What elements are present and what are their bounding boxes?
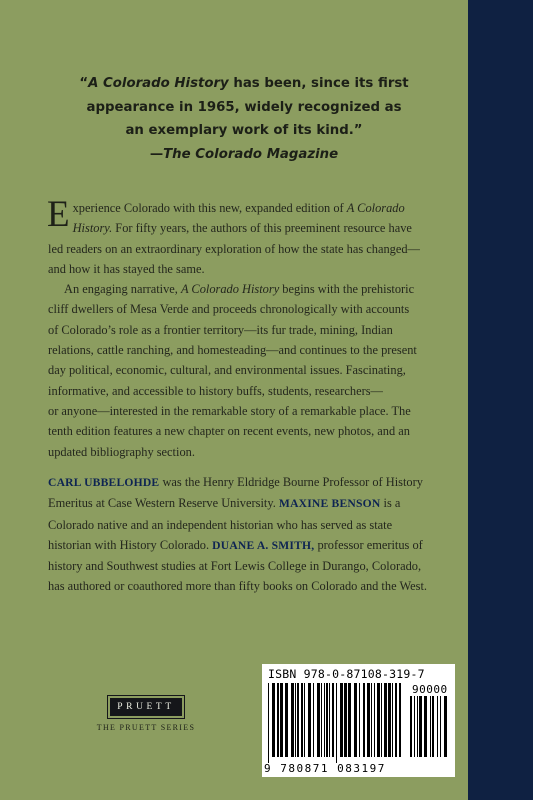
desc-line: History. For fifty years, the authors of this preeminent resource have (72, 221, 412, 236)
barcode-stripe (417, 696, 418, 757)
description-paragraph-1 (47, 194, 448, 279)
barcode-stripe (388, 683, 391, 757)
barcode-stripe (377, 683, 380, 757)
barcode-stripe (444, 696, 447, 757)
barcode-stripe (321, 683, 322, 757)
barcode-stripe (381, 683, 382, 757)
barcode-stripe (384, 683, 387, 757)
bio-line: Colorado native and an independent historian who has served as state (48, 517, 393, 532)
barcode-stripe (432, 696, 434, 757)
barcode-stripe (395, 683, 397, 757)
review-quote (48, 72, 440, 166)
desc-line: cliff dwellers of Mesa Verde and proceeds chronologically with accounts (48, 302, 410, 317)
bio-line: has authored or coauthored more than fifty books on Colorado and the West. (48, 579, 428, 594)
series-name: THE PRUETT SERIES (96, 723, 196, 732)
barcode-stripe (329, 683, 330, 757)
addon-barcode-bars (410, 696, 450, 763)
barcode-stripe (324, 683, 325, 757)
barcode-stripe (363, 683, 365, 757)
isbn-label: ISBN 978-0-87108-319-7 (268, 667, 425, 681)
author-name: DUANE A. SMITH, (212, 538, 315, 552)
desc-line: of Colorado’s role as a frontier territory—its fur trade, mining, Indian (48, 322, 393, 337)
barcode-stripe (344, 683, 347, 757)
barcode-stripe (277, 683, 279, 757)
isbn-barcode (262, 664, 455, 777)
barcode-stripe (336, 683, 337, 763)
barcode-stripe (419, 696, 422, 757)
desc-line: xperience Colorado with this new, expanded edition of A Colorado (72, 201, 405, 215)
desc-line: An engaging narrative, A Colorado History begins with the prehistoric (64, 282, 415, 297)
publisher-logo (96, 696, 196, 732)
bio-line: historian with History Colorado. DUANE A. SMITH, professor emeritus of (48, 537, 423, 552)
barcode-stripe (326, 683, 328, 757)
book-description (47, 194, 448, 462)
barcode-stripe (392, 683, 393, 757)
author-bios (48, 472, 468, 597)
desc-line: or anyone—interested in the remarkable story of a remarkable place. The (48, 403, 411, 418)
quote-attribution: —The Colorado Magazine (149, 146, 339, 162)
barcode-stripe (430, 696, 431, 757)
drop-cap: E (47, 194, 70, 235)
barcode-stripe (291, 683, 294, 757)
barcode-stripe (332, 683, 334, 757)
bio-line: history and Southwest studies at Fort Lewis College in Durango, Colorado, (48, 559, 422, 574)
barcode-stripe (367, 683, 370, 757)
barcode-stripe (313, 683, 314, 757)
quote-line-3: an exemplary work of its kind.” (125, 123, 363, 138)
barcode-stripe (354, 683, 357, 757)
desc-line: informative, and accessible to history buffs, students, researchers— (48, 383, 383, 398)
barcode-stripe (285, 683, 288, 757)
author-name: MAXINE BENSON (278, 497, 381, 511)
barcode-stripe (424, 696, 427, 757)
quote-line-1: “A Colorado History has been, since its first (79, 76, 409, 91)
barcode-stripe (280, 683, 283, 757)
bio-line: Emeritus at Case Western Reserve University. MAXINE BENSON is a (48, 496, 401, 511)
author-name: CARL UBBELOHDE (48, 476, 160, 489)
desc-line: day political, economic, cultural, and environmental issues. Fascinating, (48, 363, 406, 378)
spine-band (468, 0, 533, 800)
barcode-stripe (374, 683, 375, 757)
bio-line: CARL UBBELOHDE was the Henry Eldridge Bourne Professor of History (48, 475, 423, 489)
quote-line-2: appearance in 1965, widely recognized as (86, 99, 402, 115)
barcode-stripe (414, 696, 415, 757)
barcode-stripe (297, 683, 299, 757)
ean-number: 9 780871 083197 (264, 762, 386, 775)
barcode-stripe (437, 696, 438, 757)
barcode-stripe (304, 683, 305, 757)
barcode-stripe (268, 683, 269, 763)
barcode-stripe (371, 683, 372, 757)
barcode-stripe (410, 696, 412, 757)
barcode-stripe (301, 683, 303, 757)
barcode-stripe (308, 683, 311, 757)
desc-line: and how it has stayed the same. (48, 261, 205, 276)
barcode-stripe (295, 683, 296, 757)
barcode-stripe (399, 683, 401, 757)
barcode-stripe (272, 683, 275, 757)
barcode-stripe (340, 683, 343, 757)
description-paragraph-2 (48, 279, 448, 462)
pruett-logo-mark: PRUETT (110, 698, 182, 716)
desc-line: led readers on an extraordinary exploration of how the state has changed— (48, 241, 420, 256)
addon-number: 90000 (412, 683, 448, 696)
ean-barcode-bars (268, 683, 406, 763)
desc-line: tenth edition features a new chapter on recent events, new photos, and an (48, 424, 410, 439)
barcode-stripe (359, 683, 360, 757)
barcode-stripe (440, 696, 441, 757)
desc-line: updated bibliography section. (48, 444, 195, 459)
barcode-stripe (348, 683, 351, 757)
desc-line: relations, cattle ranching, and homesteading—and continues to the present (48, 343, 417, 358)
barcode-stripe (317, 683, 320, 757)
